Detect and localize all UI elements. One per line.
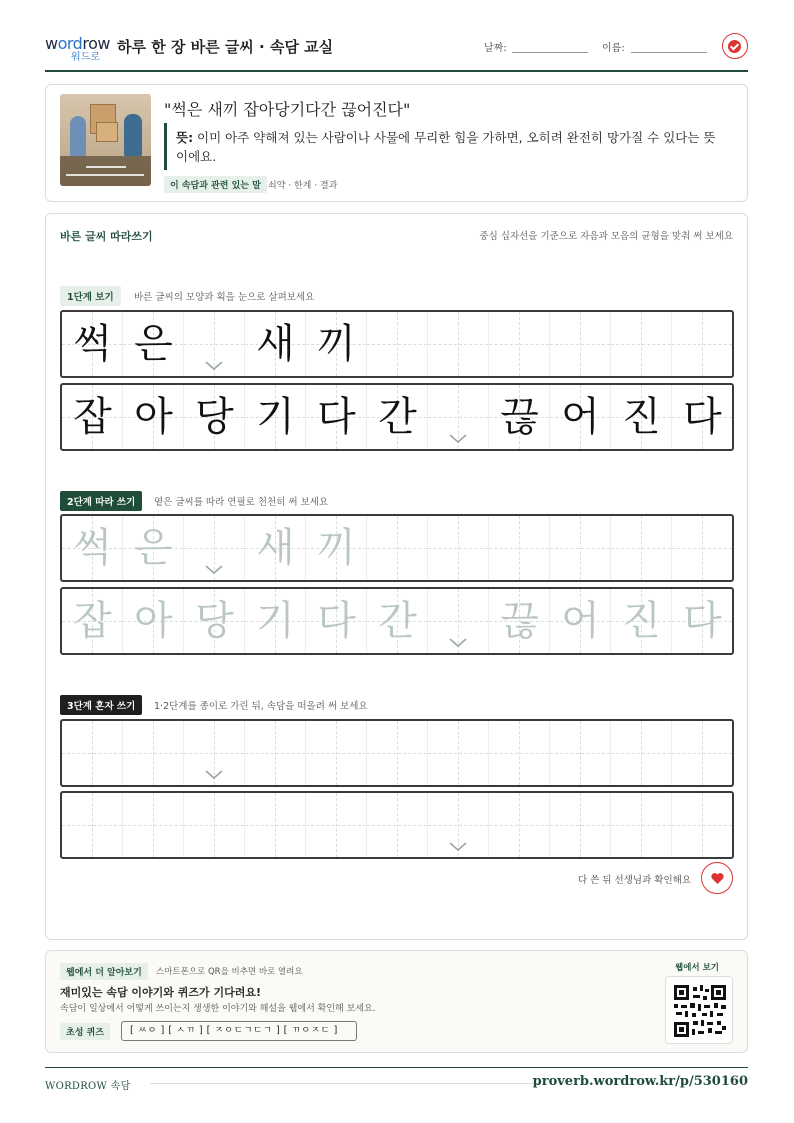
writing-cell[interactable] [245, 516, 306, 580]
writing-cell[interactable] [550, 793, 611, 857]
writing-glyph: 당 [195, 598, 234, 644]
writing-cell[interactable] [611, 516, 672, 580]
step2-row-1[interactable] [60, 514, 734, 582]
writing-cell[interactable] [62, 589, 123, 653]
writing-glyph: 끼 [317, 321, 356, 367]
related-words-label: 이 속담과 관련 있는 말 [164, 176, 267, 193]
writing-cell[interactable] [428, 516, 489, 580]
writing-glyph: 잡 [73, 598, 112, 644]
writing-glyph: 썩 [73, 321, 112, 367]
writing-glyph: 끊 [500, 598, 539, 644]
writing-cell[interactable] [306, 793, 367, 857]
writing-cell[interactable] [489, 721, 550, 785]
step3-note: 1·2단계를 종이로 가린 뒤, 속담을 떠올려 써 보세요 [154, 701, 368, 712]
writing-glyph: 아 [134, 394, 173, 440]
writing-cell [672, 385, 733, 449]
spacing-chevron-icon [448, 431, 468, 445]
writing-glyph: 다 [317, 394, 356, 440]
step1-tag: 1단계 보기 [60, 286, 121, 306]
writing-cell [611, 385, 672, 449]
writing-cell[interactable] [428, 589, 489, 653]
writing-cell[interactable] [245, 721, 306, 785]
step2-row-2[interactable] [60, 587, 734, 655]
web-description: 속담이 일상에서 어떻게 쓰이는지 생생한 이야기와 해설을 웹에서 확인해 보세요. [60, 1004, 376, 1014]
writing-glyph: 간 [378, 598, 417, 644]
writing-glyph: 은 [134, 321, 173, 367]
writing-cell [367, 312, 428, 376]
proverb-card [45, 84, 748, 202]
writing-cell [550, 312, 611, 376]
writing-cell[interactable] [123, 793, 184, 857]
footer-rule [150, 1083, 540, 1084]
footer-url[interactable]: proverb.wordrow.kr/p/530160 [532, 1074, 748, 1089]
writing-cell [428, 385, 489, 449]
writing-glyph: 진 [622, 598, 661, 644]
writing-cell[interactable] [367, 721, 428, 785]
spacing-chevron-icon [204, 562, 224, 576]
meaning-text: 이미 아주 약해져 있는 사람이나 사물에 무리한 힘을 가하면, 오히려 완전히 망가질 수 있다는 뜻이에요. [176, 130, 716, 164]
writing-cell[interactable] [123, 516, 184, 580]
writing-glyph: 끊 [500, 394, 539, 440]
writing-cell[interactable] [245, 793, 306, 857]
writing-glyph: 썩 [73, 525, 112, 571]
step3-row-2[interactable] [60, 791, 734, 859]
writing-cell[interactable] [62, 793, 123, 857]
date-field[interactable] [512, 52, 588, 53]
writing-glyph: 다 [683, 598, 722, 644]
logo-subtitle: 워드로 [71, 52, 100, 63]
step2-note: 옅은 글씨를 따라 연필로 천천히 써 보세요 [154, 497, 329, 508]
writing-cell[interactable] [306, 589, 367, 653]
writing-cell[interactable] [489, 793, 550, 857]
qr-code[interactable] [665, 976, 733, 1044]
writing-cell[interactable] [367, 516, 428, 580]
writing-cell[interactable] [672, 516, 733, 580]
writing-cell [184, 385, 245, 449]
writing-cell [489, 385, 550, 449]
related-words: 쇠약 · 한계 · 결과 [268, 181, 338, 191]
qr-code-icon [674, 985, 726, 1037]
step2-tag: 2단계 따라 쓰기 [60, 491, 142, 511]
step1-note: 바른 글씨의 모양과 획을 눈으로 살펴보세요 [134, 292, 315, 303]
writing-cell[interactable] [306, 516, 367, 580]
writing-cell[interactable] [184, 721, 245, 785]
writing-cell[interactable] [550, 516, 611, 580]
meaning-accent-bar [164, 123, 167, 170]
name-field[interactable] [631, 52, 707, 53]
writing-cell[interactable] [550, 589, 611, 653]
spacing-chevron-icon [448, 839, 468, 853]
writing-cell [550, 385, 611, 449]
writing-glyph: 기 [256, 598, 295, 644]
footer-brand: WORDROW 속담 [45, 1081, 131, 1092]
logo: wordrow [45, 34, 110, 53]
writing-cell[interactable] [367, 589, 428, 653]
date-label: 날짜: [484, 43, 507, 54]
writing-cell[interactable] [245, 589, 306, 653]
writing-cell [245, 385, 306, 449]
writing-glyph: 끼 [317, 525, 356, 571]
page-header [45, 28, 748, 72]
writing-glyph: 은 [134, 525, 173, 571]
web-promo-card [45, 950, 748, 1053]
writing-cell[interactable] [611, 793, 672, 857]
writing-cell[interactable] [428, 721, 489, 785]
step3-tag: 3단계 혼자 쓰기 [60, 695, 142, 715]
proverb-meaning [176, 128, 726, 166]
writing-glyph: 아 [134, 598, 173, 644]
writing-cell[interactable] [184, 793, 245, 857]
writing-glyph: 진 [622, 394, 661, 440]
writing-cell[interactable] [184, 589, 245, 653]
writing-cell [611, 312, 672, 376]
heart-seal-icon [701, 862, 733, 894]
writing-cell[interactable] [489, 589, 550, 653]
meaning-label: 뜻: [176, 130, 194, 145]
writing-cell[interactable] [672, 721, 733, 785]
practice-title: 바른 글씨 따라쓰기 [60, 230, 153, 243]
writing-glyph: 새 [256, 525, 295, 571]
writing-cell[interactable] [672, 589, 733, 653]
footer-divider [45, 1067, 748, 1068]
spacing-chevron-icon [448, 635, 468, 649]
teacher-check-note: 다 쓴 뒤 선생님과 확인해요 [577, 875, 691, 886]
writing-cell [306, 312, 367, 376]
page-title: 하루 한 장 바른 글씨 · 속담 교실 [117, 38, 334, 56]
proverb-title: "썩은 새끼 잡아당기다간 끊어진다" [164, 100, 411, 119]
writing-glyph: 다 [683, 394, 722, 440]
writing-cell[interactable] [123, 589, 184, 653]
writing-cell [306, 385, 367, 449]
writing-cell [428, 312, 489, 376]
writing-cell[interactable] [123, 721, 184, 785]
writing-glyph: 어 [561, 598, 600, 644]
writing-cell[interactable] [428, 793, 489, 857]
step1-row-1 [60, 310, 734, 378]
writing-cell [62, 385, 123, 449]
writing-glyph: 잡 [73, 394, 112, 440]
spacing-chevron-icon [204, 767, 224, 781]
check-seal-icon [722, 33, 748, 59]
writing-glyph: 새 [256, 321, 295, 367]
writing-glyph: 다 [317, 598, 356, 644]
writing-glyph: 당 [195, 394, 234, 440]
proverb-illustration [60, 94, 151, 186]
web-headline: 재미있는 속담 이야기와 퀴즈가 기다려요! [60, 986, 261, 999]
writing-cell[interactable] [62, 721, 123, 785]
writing-cell [367, 385, 428, 449]
name-label: 이름: [602, 43, 625, 54]
quiz-label: 초성 퀴즈 [60, 1023, 110, 1040]
writing-glyph: 어 [561, 394, 600, 440]
writing-glyph: 기 [256, 394, 295, 440]
writing-cell [184, 312, 245, 376]
handwriting-practice-panel [45, 213, 748, 940]
chosung-quiz: [ ㅆㅇ ] [ ㅅㄲ ] [ ㅈㅇㄷㄱㄷㄱ ] [ ㄲㅇㅈㄷ ] [121, 1021, 357, 1041]
writing-cell[interactable] [306, 721, 367, 785]
web-more-tag: 웹에서 더 알아보기 [60, 963, 148, 980]
writing-cell[interactable] [367, 793, 428, 857]
writing-cell[interactable] [550, 721, 611, 785]
writing-cell[interactable] [489, 516, 550, 580]
writing-cell [245, 312, 306, 376]
writing-cell[interactable] [611, 589, 672, 653]
writing-cell[interactable] [62, 516, 123, 580]
spacing-chevron-icon [204, 358, 224, 372]
step1-row-2 [60, 383, 734, 451]
writing-cell[interactable] [184, 516, 245, 580]
writing-cell [62, 312, 123, 376]
qr-label: 웹에서 보기 [674, 963, 719, 973]
writing-cell [489, 312, 550, 376]
writing-glyph: 간 [378, 394, 417, 440]
writing-cell[interactable] [672, 793, 733, 857]
writing-cell [672, 312, 733, 376]
step3-row-1[interactable] [60, 719, 734, 787]
writing-cell [123, 312, 184, 376]
practice-note: 중심 십자선을 기준으로 자음과 모음의 균형을 맞춰 써 보세요 [479, 231, 733, 242]
writing-cell[interactable] [611, 721, 672, 785]
writing-cell [123, 385, 184, 449]
web-qr-note: 스마트폰으로 QR을 비추면 바로 열려요 [156, 967, 303, 977]
